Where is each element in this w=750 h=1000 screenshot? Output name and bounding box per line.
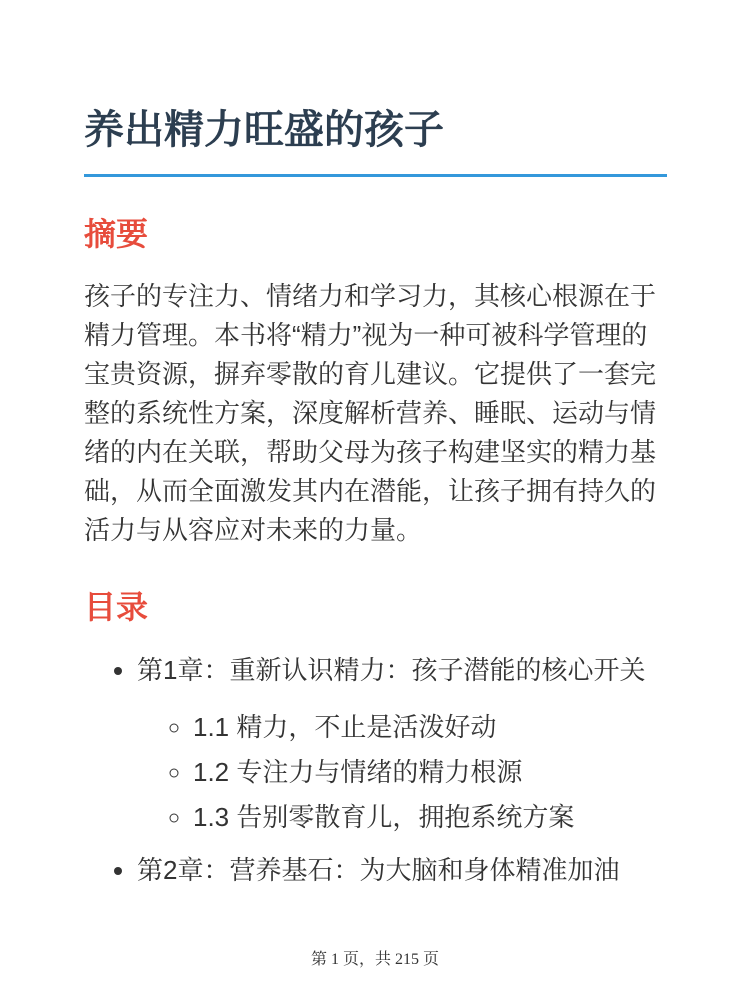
toc-subsection-1-1: ◦ 1.1 精力，不止是活泼好动 [193,708,667,747]
toc-chapter-1-label: 第1章：重新认识精力：孩子潜能的核心开关 [137,654,646,685]
toc-chapter-1-sections [137,708,667,837]
toc-chapter-2-label: 第2章：营养基石：为大脑和身体精准加油 [137,854,620,885]
toc-chapter-2 [137,851,667,890]
toc-list [84,651,667,890]
page-indicator: 第 1 页，共 215 页 [310,951,439,968]
toc-heading: 目录 [84,589,149,626]
title-divider [84,174,667,177]
toc-subsection-1-3: ◦ 1.3 告别零散育儿，拥抱系统方案 [193,798,667,837]
book-title: 养出精力旺盛的孩子 [84,108,444,152]
abstract-paragraph: 孩子的专注力、情绪力和学习力，其核心根源在于精力管理。本书将“精力”视为一种可被科学管理的宝贵资源，摒弃零散的育儿建议。它提供了一套完整的系统性方案，深度解析营养、睡眠、运动与情绪的内在关联，帮助父母为孩子构建坚实的精力基础，从而全面激发其内在潜能，让孩子拥有持久的活力与从容应对未来的力量。 [84,281,657,546]
toc-subsection-1-2: ◦ 1.2 专注力与情绪的精力根源 [193,753,667,792]
toc-chapter-1 [137,651,667,837]
page-footer [0,950,750,970]
abstract-heading: 摘要 [84,216,149,252]
